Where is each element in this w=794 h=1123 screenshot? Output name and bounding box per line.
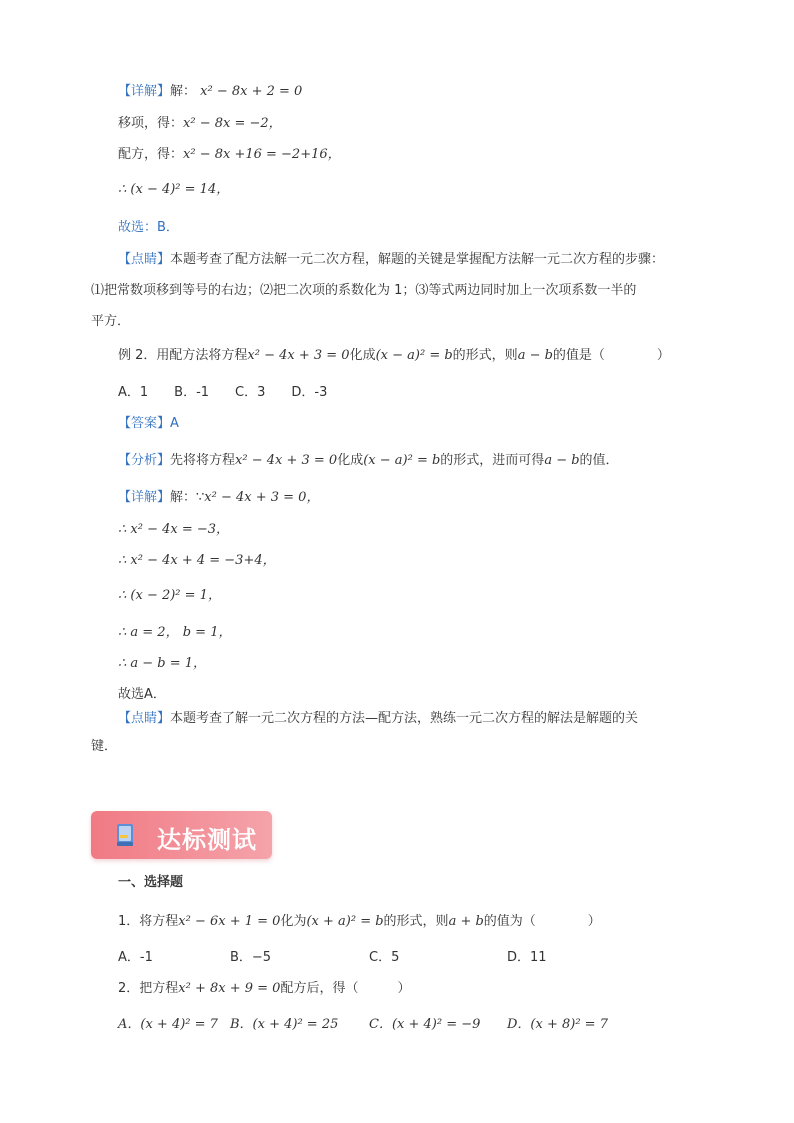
answer-value: A [170, 416, 179, 431]
equation: a − b [517, 348, 553, 363]
ex2-answer [118, 414, 179, 434]
note-text: 本题考查了解一元二次方程的方法—配方法，熟练一元二次方程的解法是解题的关 [170, 711, 639, 726]
analysis-tag: 【分析】 [118, 453, 171, 468]
ex2-step1: ∴ x² − 4x = −3， [118, 522, 230, 537]
equation: (x − a)² = b [375, 348, 453, 363]
ex2-step5: ∴ a − b = 1， [118, 656, 207, 671]
stem-text: 的值为（ ） [483, 914, 601, 929]
ex2-step3: ∴ (x − 2)² = 1， [118, 588, 221, 603]
detail-lead: 解： [170, 84, 197, 99]
detail-tag: 【详解】 [118, 84, 171, 99]
ex1-note-line1 [118, 250, 664, 270]
ex2-detail [118, 488, 319, 508]
note-tag: 【点睛】 [118, 252, 171, 267]
equation: (x + a)² = b [306, 914, 384, 929]
ex1-detail-line [118, 82, 302, 102]
equation: x² − 4x + 3 = 0 [235, 453, 338, 468]
ex1-therefore-line [118, 180, 229, 200]
ex1-note-line3: 平方． [91, 314, 131, 329]
section-banner [91, 811, 272, 859]
answer-tag: 【答案】 [118, 416, 171, 431]
stem-text: 2．把方程 [118, 981, 179, 996]
ex2-choice: 故选A． [118, 687, 166, 702]
stem-text: 1．将方程 [118, 914, 179, 929]
ex1-choice: 故选：B． [118, 220, 179, 235]
ex2-step2: ∴ x² − 4x + 4 = −3+4， [118, 553, 276, 568]
ex1-note-line2: ⑴把常数项移到等号的右边；⑵把二次项的系数化为 1；⑶等式两边同时加上一次项系数一半的 [91, 283, 637, 298]
ex2-step4: ∴ a = 2， b = 1， [118, 625, 232, 640]
q1-stem [118, 912, 601, 932]
detail-lead: 解：∵ [170, 490, 205, 505]
question-text: 的形式，则 [452, 348, 518, 363]
ex2-analysis [118, 451, 619, 471]
ex2-options: A．1 B．-1 C．3 D．-3 [118, 385, 328, 400]
question-text: 的值是（ ） [552, 348, 670, 363]
analysis-text: 先将将方程 [170, 453, 236, 468]
equation: a + b [448, 914, 484, 929]
equation: ∴ (x − 4)² = 14， [118, 182, 230, 197]
part-heading: 一、选择题 [118, 875, 184, 890]
question-text: 例 2．用配方法将方程 [118, 348, 248, 363]
equation: (x − a)² = b [363, 453, 441, 468]
analysis-text: 化成 [337, 453, 364, 468]
q2-stem [118, 979, 410, 999]
q2-option-c: C．(x + 4)² = −9 [369, 1017, 481, 1032]
ex2-note-line1 [118, 709, 638, 729]
q1-option-a: A．-1 [118, 950, 153, 965]
q1-option-c: C．5 [369, 950, 400, 965]
book-icon [115, 823, 135, 847]
equation: x² − 8x + 2 = 0 [200, 84, 303, 99]
q1-option-b: B．−5 [230, 950, 272, 965]
stem-text: 的形式，则 [383, 914, 449, 929]
equation: a − b [544, 453, 580, 468]
ex1-move-line [118, 114, 282, 134]
equation: x² − 8x +16 = −2+16， [183, 147, 341, 162]
q2-option-a: A．(x + 4)² = 7 [118, 1017, 218, 1032]
equation: x² − 6x + 1 = 0 [178, 914, 281, 929]
q1-option-d: D．11 [507, 950, 547, 965]
q2-option-b: B．(x + 4)² = 25 [230, 1017, 339, 1032]
step-label: 配方，得： [118, 147, 184, 162]
note-tag: 【点睛】 [118, 711, 171, 726]
equation: x² − 4x + 3 = 0 [247, 348, 350, 363]
analysis-text: 的形式，进而可得 [440, 453, 545, 468]
stem-text: 化为 [280, 914, 307, 929]
question-text: 化成 [349, 348, 376, 363]
equation: x² − 8x = −2， [183, 116, 282, 131]
stem-text: 配方后，得（ ） [280, 981, 411, 996]
note-text: 本题考查了配方法解一元二次方程，解题的关键是掌握配方法解一元二次方程的步骤： [170, 252, 665, 267]
detail-tag: 【详解】 [118, 490, 171, 505]
analysis-text: 的值． [579, 453, 619, 468]
q2-option-d: D．(x + 8)² = 7 [507, 1017, 608, 1032]
equation: x² − 4x + 3 = 0， [204, 490, 320, 505]
ex1-complete-line [118, 145, 341, 165]
step-label: 移项，得： [118, 116, 184, 131]
ex2-note-line2: 键． [91, 739, 118, 754]
ex2-question [118, 346, 670, 366]
section-title: 达标测试 [157, 826, 257, 854]
equation: x² + 8x + 9 = 0 [178, 981, 281, 996]
